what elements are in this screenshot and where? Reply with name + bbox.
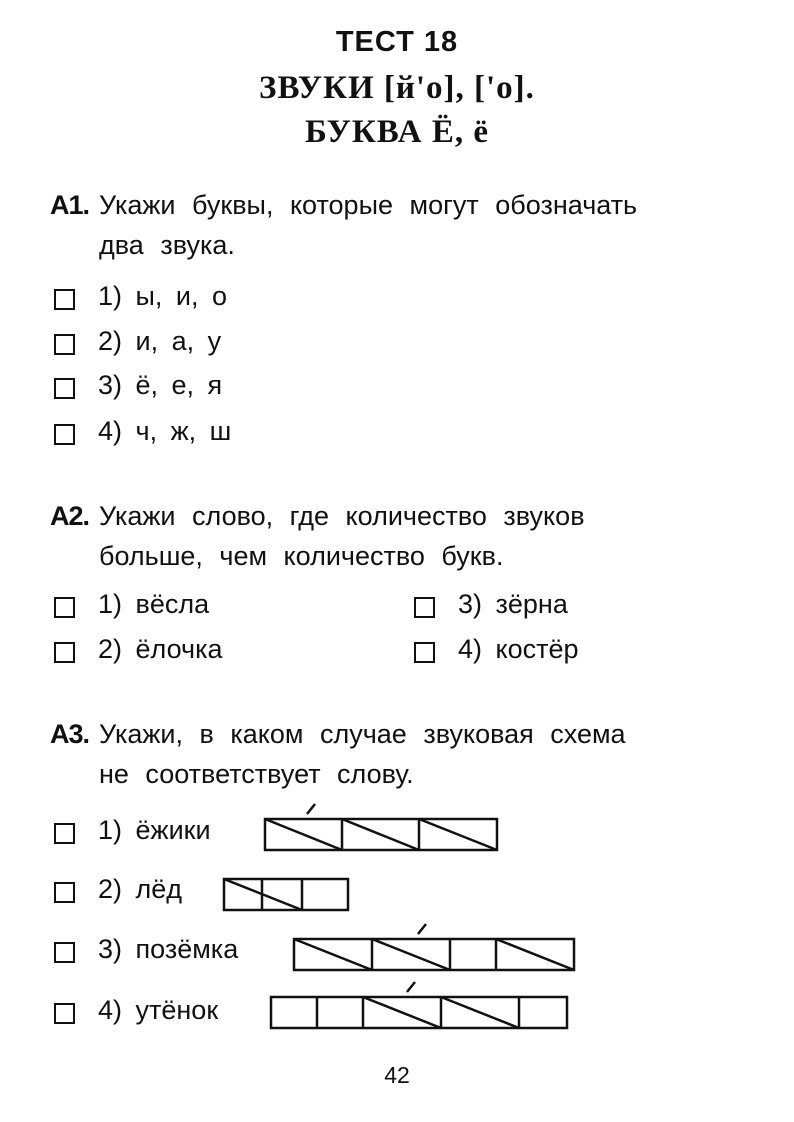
question-a1-text-line1: Укажи буквы, которые могут обозначать <box>99 190 638 220</box>
answer-checkbox-a1-1[interactable] <box>54 289 75 310</box>
option-a2-2: 2) ёлочка <box>98 634 223 664</box>
answer-checkbox-a2-1[interactable] <box>54 597 75 618</box>
topic-heading-sounds: ЗВУКИ [й'о], ['о]. <box>259 70 535 106</box>
answer-checkbox-a1-4[interactable] <box>54 424 75 445</box>
topic-heading-letter: БУКВА Ё, ё <box>305 114 489 150</box>
option-a2-4: 4) костёр <box>458 634 579 664</box>
sound-scheme-pozyomka <box>292 920 578 974</box>
question-a1-text-line2: два звука. <box>99 230 235 260</box>
answer-checkbox-a1-3[interactable] <box>54 378 75 399</box>
sound-scheme-utyonok <box>269 978 571 1032</box>
sound-scheme-yozhiki <box>263 800 501 854</box>
option-a2-1: 1) вёсла <box>98 589 210 619</box>
answer-checkbox-a3-1[interactable] <box>54 823 75 844</box>
option-a1-3: 3) ё, е, я <box>98 370 223 400</box>
question-a1-label: А1. <box>50 190 90 220</box>
answer-checkbox-a2-4[interactable] <box>414 642 435 663</box>
question-a3-label: А3. <box>50 719 90 749</box>
question-a2-label: А2. <box>50 501 90 531</box>
question-a2-text-line2: больше, чем количество букв. <box>99 541 504 571</box>
option-a1-2: 2) и, а, у <box>98 326 222 356</box>
answer-checkbox-a2-3[interactable] <box>414 597 435 618</box>
option-a1-4: 4) ч, ж, ш <box>98 416 232 446</box>
question-a2-text-line1: Укажи слово, где количество звуков <box>99 501 585 531</box>
option-a3-4: 4) утёнок <box>98 995 219 1025</box>
answer-checkbox-a3-4[interactable] <box>54 1003 75 1024</box>
question-a3-text-line2: не соответствует слову. <box>99 759 414 789</box>
option-a3-2: 2) лёд <box>98 874 183 904</box>
answer-checkbox-a3-2[interactable] <box>54 882 75 903</box>
option-a3-1: 1) ёжики <box>98 815 211 845</box>
option-a2-3: 3) зёрна <box>458 589 568 619</box>
test-number-heading: ТЕСТ 18 <box>335 26 459 58</box>
option-a1-1: 1) ы, и, о <box>98 281 228 311</box>
answer-checkbox-a3-3[interactable] <box>54 942 75 963</box>
page-number: 42 <box>384 1062 410 1088</box>
sound-scheme-lyod <box>222 875 352 915</box>
question-a3-text-line1: Укажи, в каком случае звуковая схема <box>99 719 626 749</box>
answer-checkbox-a2-2[interactable] <box>54 642 75 663</box>
answer-checkbox-a1-2[interactable] <box>54 334 75 355</box>
option-a3-3: 3) позёмка <box>98 934 239 964</box>
